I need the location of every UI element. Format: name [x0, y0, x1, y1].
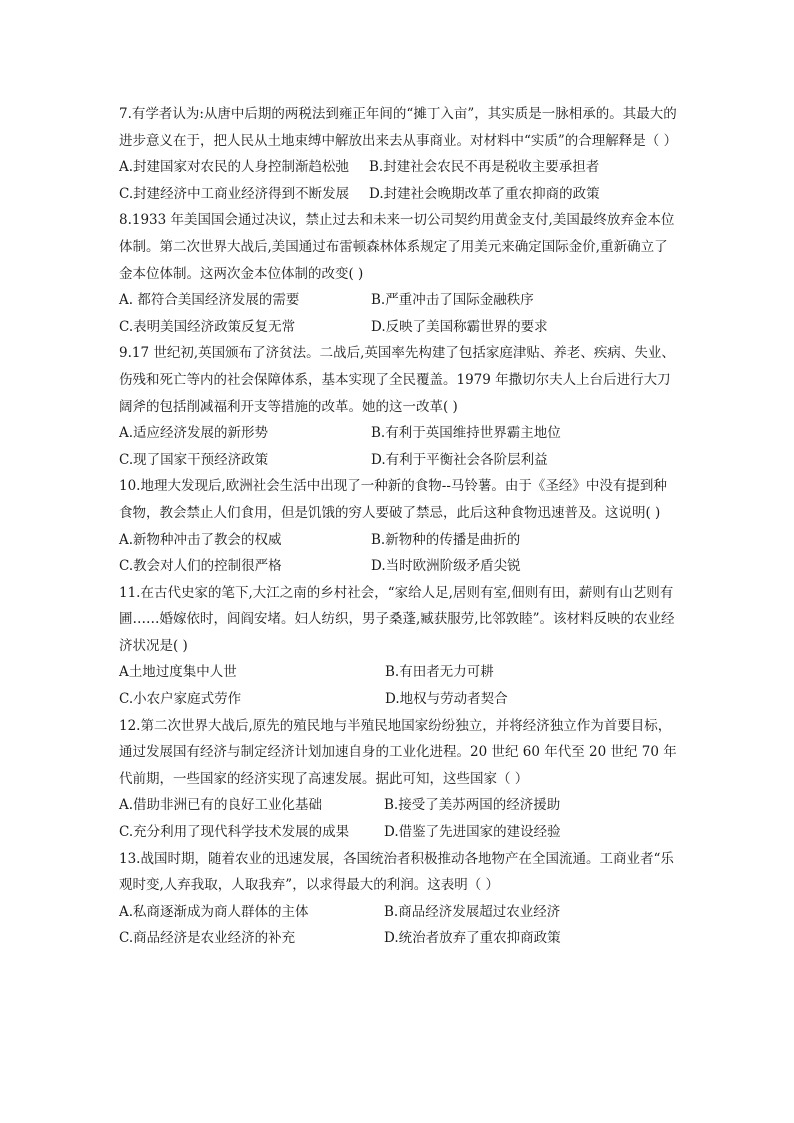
option-c[interactable]: C.表明美国经济政策反复无常 — [119, 318, 296, 335]
option-c[interactable]: C.教会对人们的控制很严格 — [119, 558, 282, 575]
option-row — [119, 447, 679, 474]
question-11 — [119, 580, 679, 713]
option-a[interactable]: A.封建国家对农民的人身控制渐趋松弛 — [119, 159, 350, 176]
option-row — [119, 181, 679, 208]
option-row — [119, 899, 679, 926]
option-row — [119, 154, 679, 181]
option-d[interactable]: D.当时欧洲阶级矛盾尖锐 — [371, 558, 521, 575]
option-row — [119, 925, 679, 952]
option-b[interactable]: B.有田者无力可耕 — [385, 664, 494, 681]
option-b[interactable]: B.新物种的传播是曲折的 — [371, 531, 521, 548]
option-c[interactable]: C.现了国家干预经济政策 — [119, 451, 269, 468]
option-c[interactable]: C.商品经济是农业经济的补充 — [119, 930, 296, 947]
option-row — [119, 527, 679, 554]
question-stem: 13.战国时期，随着农业的迅速发展，各国统治者积极推动各地物产在全国流通。工商业者“乐观时变,人弃我取，人取我弃”，以求得最大的利润。这表明（ ） — [119, 850, 674, 894]
option-a[interactable]: A. 都符合美国经济发展的需要 — [119, 292, 300, 309]
question-12 — [119, 713, 679, 846]
option-b[interactable]: B.商品经济发展超过农业经济 — [384, 903, 561, 920]
option-c[interactable]: C.充分利用了现代科学技术发展的成果 — [119, 824, 350, 841]
option-c[interactable]: C.小农户家庭式劳作 — [119, 691, 242, 708]
option-row — [119, 287, 679, 314]
option-b[interactable]: B.接受了美苏两国的经济援助 — [384, 797, 561, 814]
option-a[interactable]: A.适应经济发展的新形势 — [119, 425, 269, 442]
option-d[interactable]: D.封建社会晚期改革了重农抑商的政策 — [369, 185, 600, 202]
option-row — [119, 686, 679, 713]
option-b[interactable]: B.封建社会农民不再是税收主要承担者 — [369, 159, 600, 176]
question-stem: 8.1933 年美国国会通过决议，禁止过去和未来一切公司契约用黄金支付,美国最终放弃金本位体制。第二次世界大战后,美国通过布雷顿森林体系规定了用美元来确定国际金价,重新确立了金本位体制。这两次金本位体制的改变( ) — [119, 212, 675, 282]
option-b[interactable]: B.严重冲击了国际金融秩序 — [371, 292, 534, 309]
option-d[interactable]: D.反映了美国称霸世界的要求 — [371, 318, 548, 335]
option-a[interactable]: A土地过度集中人世 — [119, 664, 237, 681]
option-d[interactable]: D.借鉴了先进国家的建设经验 — [384, 824, 561, 841]
option-d[interactable]: D.有利于平衡社会各阶层利益 — [371, 451, 548, 468]
question-list — [119, 101, 679, 952]
option-row — [119, 792, 679, 819]
option-row — [119, 659, 679, 686]
option-d[interactable]: D.统治者放弃了重农抑商政策 — [384, 930, 561, 947]
question-stem: 9.17 世纪初,英国颁布了济贫法。二战后,英国率先构建了包括家庭津贴、养老、疾病、失业、伤残和死亡等内的社会保障体系，基本实现了全民覆盖。1979 年撒切尔夫人上台后进行大刀阔斧的包括削减福利开支等措施的改革。她的这一改革( ) — [119, 345, 675, 415]
option-row — [119, 314, 679, 341]
option-row — [119, 819, 679, 846]
option-c[interactable]: C.封建经济中工商业经济得到不断发展 — [119, 185, 350, 202]
option-a[interactable]: A.借助非洲已有的良好工业化基础 — [119, 797, 323, 814]
option-d[interactable]: D.地权与劳动者契合 — [385, 691, 508, 708]
option-row — [119, 420, 679, 447]
option-b[interactable]: B.有利于英国维持世界霸主地位 — [371, 425, 561, 442]
question-10 — [119, 473, 679, 579]
question-stem: 12.第二次世界大战后,原先的殖民地与半殖民地国家纷纷独立，并将经济独立作为首要目标，通过发展国有经济与制定经济计划加速自身的工业化进程。20 世纪 60 年代至 20 世纪 70 年代前期，一些国家的经济实现了高速发展。据此可知，这些国家（ ） — [119, 717, 677, 787]
question-7 — [119, 101, 679, 207]
option-a[interactable]: A.私商逐渐成为商人群体的主体 — [119, 903, 309, 920]
option-a[interactable]: A.新物种冲击了教会的权威 — [119, 531, 282, 548]
question-stem: 11.在古代史家的笔下,大江之南的乡村社会，“家给人足,居则有室,佃则有田，薪则有山艺则有圃……婚嫁依时，闾阎安堵。妇人纺织，男子桑蓬,臧获服劳,比邻敦睦”。该材料反映的农业经济状况是( ) — [119, 584, 675, 654]
question-13 — [119, 846, 679, 952]
question-stem: 7.有学者认为:从唐中后期的两税法到雍正年间的“摊丁入亩”，其实质是一脉相承的。其最大的进步意义在于，把人民从土地束缚中解放出来去从事商业。对材料中“实质”的合理解释是（ ） — [119, 106, 678, 149]
question-8 — [119, 207, 679, 340]
option-row — [119, 553, 679, 580]
question-9 — [119, 340, 679, 473]
question-stem: 10.地理大发现后,欧洲社会生活中出现了一种新的食物--马铃薯。由于《圣经》中没有提到种食物，教会禁止人们食用，但是饥饿的穷人要破了禁忌，此后这种食物迅速普及。这说明( ) — [119, 478, 667, 521]
